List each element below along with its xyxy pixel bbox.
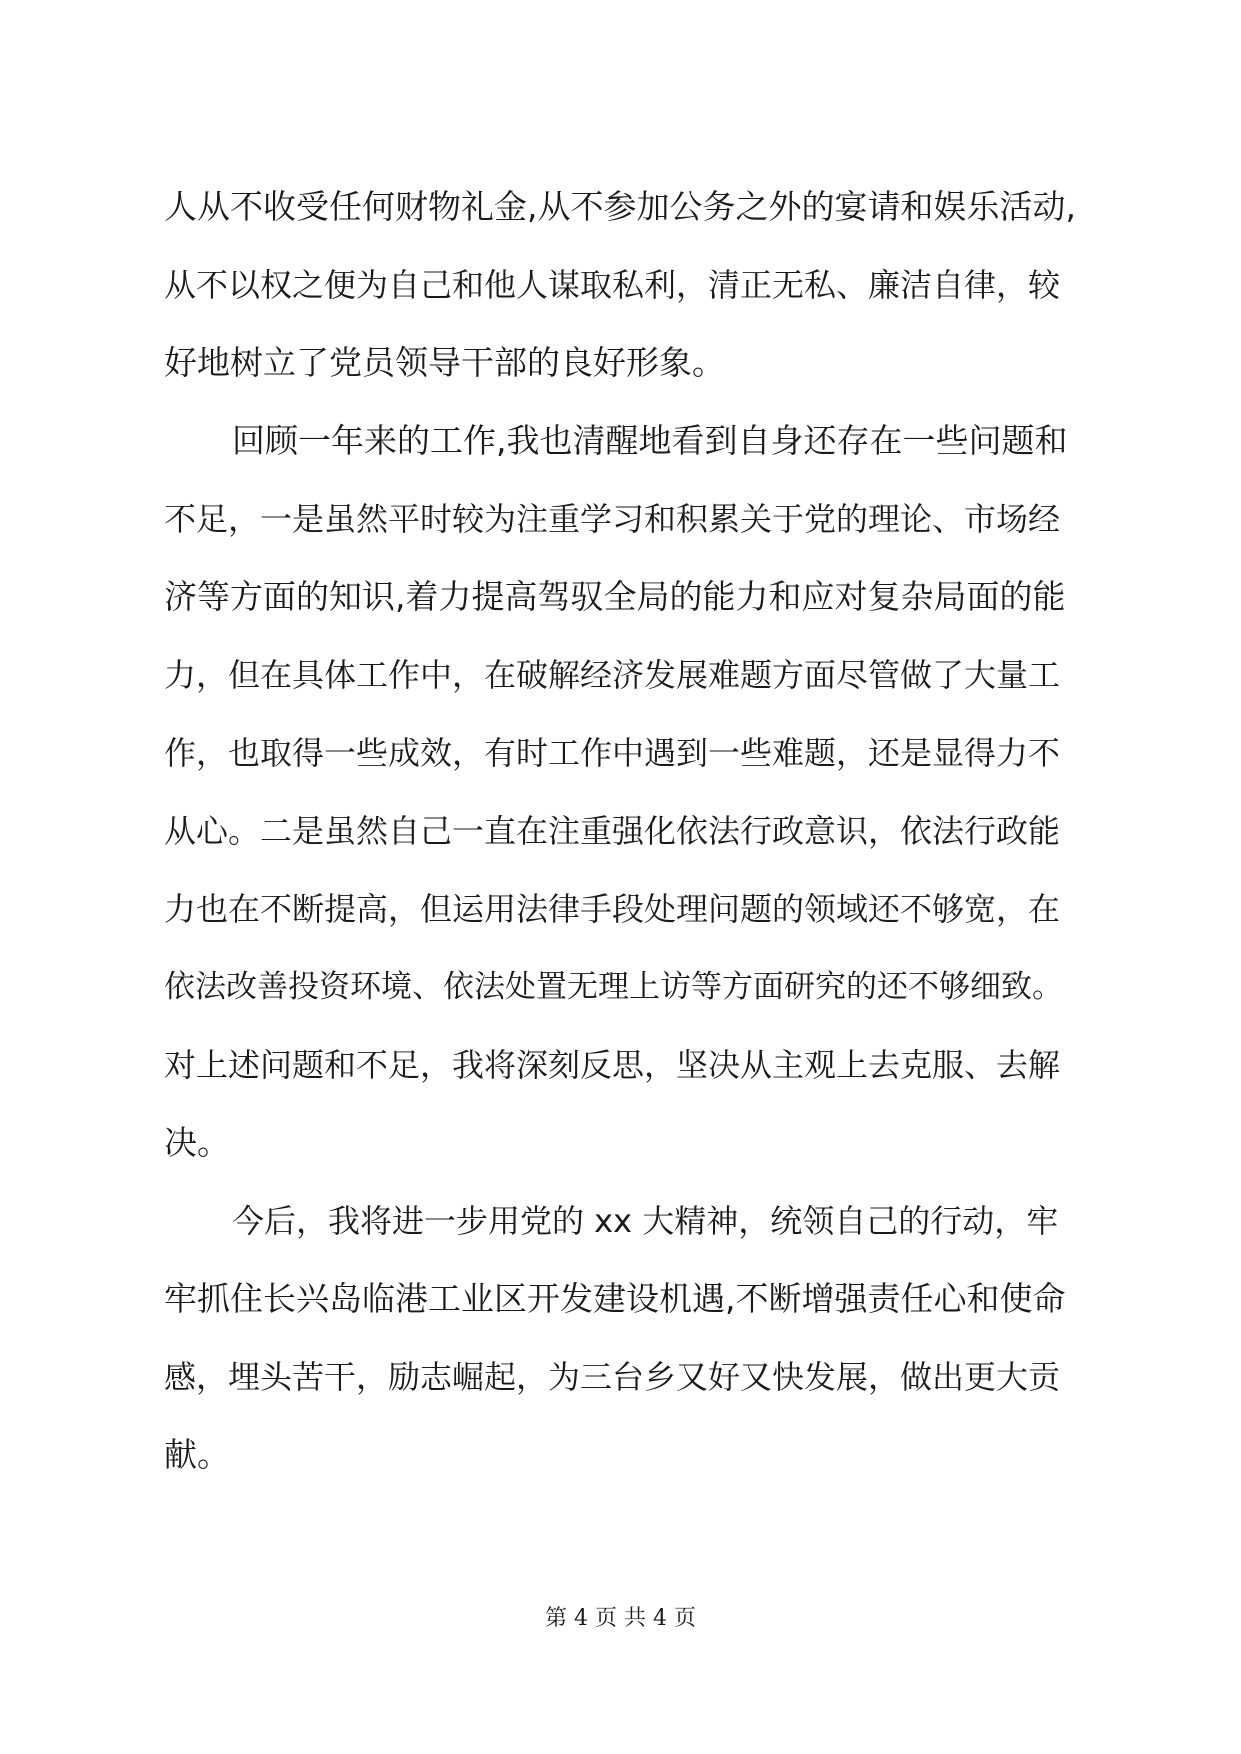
paragraph-2-line-5: 作，也取得一些成效，有时工作中遇到一些难题，还是显得力不 bbox=[164, 734, 1061, 772]
paragraph-2-line-8: 依法改善投资环境、依法处置无理上访等方面研究的还不够细致。 bbox=[164, 969, 1063, 1005]
page-number-footer: 第 4 页 共 4 页 bbox=[545, 1606, 696, 1631]
paragraph-3-line-2: 牢抓住长兴岛临港工业区开发建设机遇,不断增强责任心和使命 bbox=[164, 1279, 1066, 1318]
paragraph-1-line-3: 好地树立了党员领导干部的良好形象。 bbox=[164, 343, 725, 382]
paragraph-2-line-2: 不足，一是虽然平时较为注重学习和积累关于党的理论、市场经 bbox=[164, 500, 1061, 538]
paragraph-2-line-3: 济等方面的知识,着力提高驾驭全局的能力和应对复杂局面的能 bbox=[164, 577, 1066, 616]
paragraph-2-line-6: 从心。二是虽然自己一直在注重强化依法行政意识，依法行政能 bbox=[164, 812, 1061, 850]
paragraph-1-line-2: 从不以权之便为自己和他人谋取私利，清正无私、廉洁自律，较 bbox=[164, 266, 1061, 304]
paragraph-1-line-1: 人从不收受任何财物礼金,从不参加公务之外的宴请和娱乐活动, bbox=[164, 187, 1076, 226]
paragraph-2-line-7: 力也在不断提高，但运用法律手段处理问题的领域还不够宽，在 bbox=[164, 890, 1061, 928]
paragraph-2-line-9: 对上述问题和不足，我将深刻反思，坚决从主观上去克服、去解 bbox=[164, 1046, 1061, 1084]
paragraph-3-line-1: 今后，我将进一步用党的 xx 大精神，统领自己的行动，牢 bbox=[232, 1202, 1059, 1240]
paragraph-3-line-3: 感，埋头苦干，励志崛起，为三台乡又好又快发展，做出更大贡 bbox=[164, 1358, 1061, 1396]
paragraph-2-line-1: 回顾一年来的工作,我也清醒地看到自身还存在一些问题和 bbox=[232, 421, 1068, 460]
paragraph-2-line-4: 力，但在具体工作中，在破解经济发展难题方面尽管做了大量工 bbox=[164, 656, 1061, 694]
paragraph-3-line-4: 献。 bbox=[164, 1435, 230, 1474]
paragraph-2-line-10: 决。 bbox=[164, 1123, 230, 1162]
